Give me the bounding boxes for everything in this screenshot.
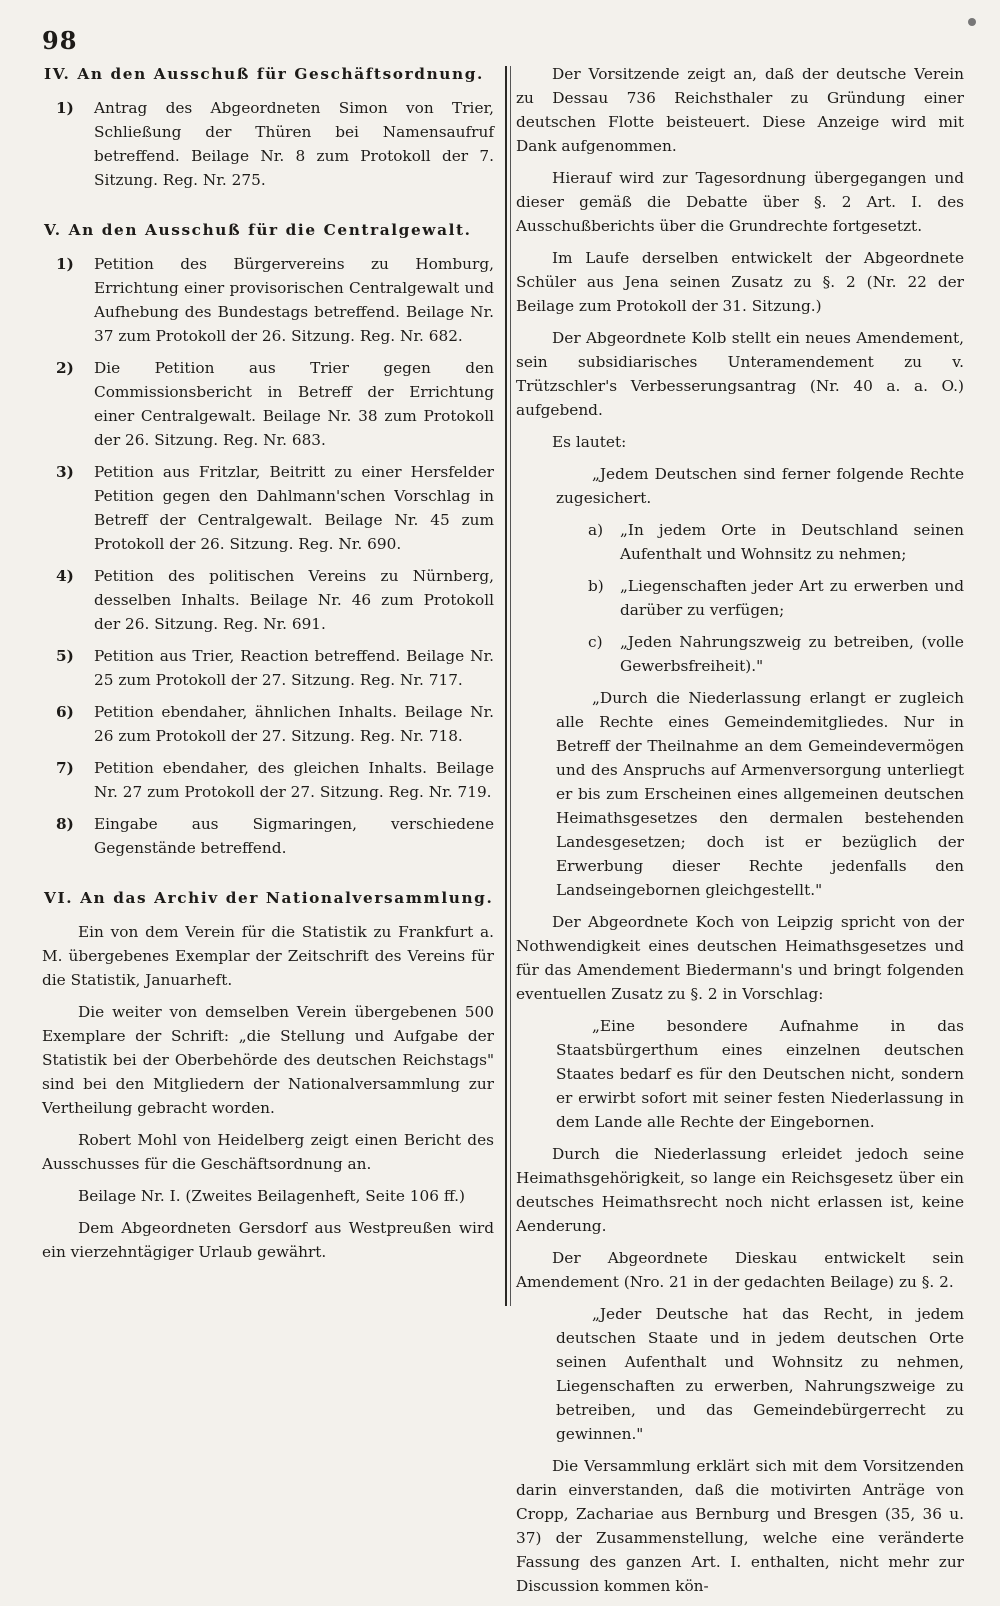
section-vi-heading: VI. An das Archiv der Nationalversammlung. [44, 889, 494, 907]
quoted-amendment: „Durch die Niederlassung erlangt er zugleich alle Rechte eines Gemeindemitgliedes. Nur in Betreff der Theilnahme an dem Gemeindevermögen und des Anspruchs auf Armenversorgung unterliegt er bis zum Erscheinen eines allgemeinen deutschen Heimathsgesetzes den dermalen bestehenden Landesgesetzen; doch ist er bezüglich der Erwerbung dieser Rechte jedenfalls den Landseingebornen gleichgestellt." [556, 689, 964, 899]
sub-item-letter: a) [588, 521, 604, 539]
item-text: Antrag des Abgeordneten Simon von Trier, Schließung der Thüren bei Namensaufruf betreffend. Beilage Nr. 8 zum Protokoll der 7. Sitzung. Reg. Nr. 275. [94, 99, 494, 189]
paragraph: Der Vorsitzende zeigt an, daß der deutsche Verein zu Dessau 736 Reichsthaler zu Gründung einer deutschen Flotte beisteuert. Diese Anzeige wird mit Dank aufgenommen. [516, 65, 964, 155]
item-text: Petition ebendaher, ähnlichen Inhalts. Beilage Nr. 26 zum Protokoll der 27. Sitzung. Reg. Nr. 718. [94, 703, 494, 745]
item-text: Petition des politischen Vereins zu Nürnberg, desselben Inhalts. Beilage Nr. 46 zum Protokoll der 26. Sitzung. Reg. Nr. 691. [94, 567, 494, 633]
section-v-heading: V. An den Ausschuß für die Centralgewalt. [44, 221, 472, 239]
column-rule-thin [510, 66, 511, 1306]
sub-item-text: „Jeden Nahrungszweig zu betreiben, (volle Gewerbsfreiheit)." [620, 633, 964, 675]
item-number: 4) [56, 567, 74, 585]
item-number: 8) [56, 815, 74, 833]
sub-item [516, 574, 964, 622]
list-item [42, 96, 494, 192]
item-number: 2) [56, 359, 74, 377]
list-item [42, 356, 494, 452]
sub-item-letter: b) [588, 577, 604, 595]
item-number: 6) [56, 703, 74, 721]
column-rule [505, 66, 507, 1306]
item-text: Petition aus Fritzlar, Beitritt zu einer Hersfelder Petition gegen den Dahlmann'schen Vorschlag in Betreff der Centralgewalt. Beilage Nr. 45 zum Protokoll der 26. Sitzung. Reg. Nr. 690. [94, 463, 494, 553]
quoted-amendment: „Jedem Deutschen sind ferner folgende Rechte zugesichert. [556, 465, 964, 507]
edge-mark [968, 18, 976, 26]
paragraph: Es lautet: [552, 433, 627, 451]
item-number: 1) [56, 255, 74, 273]
paragraph: Hierauf wird zur Tagesordnung übergegangen und dieser gemäß die Debatte über §. 2 Art. I. des Ausschußberichts über die Grundrechte fortgesetzt. [516, 169, 964, 235]
item-number: 3) [56, 463, 74, 481]
quoted-amendment: „Eine besondere Aufnahme in das Staatsbürgerthum eines einzelnen deutschen Staates bedarf es für den Deutschen nicht, sondern er erwirbt sofort mit seiner festen Niederlassung in dem Lande alle Rechte der Eingebornen. [556, 1017, 964, 1131]
item-text: Petition des Bürgervereins zu Homburg, Errichtung einer provisorischen Centralgewalt und Aufhebung des Bundestags betreffend. Beilage Nr. 37 zum Protokoll der 26. Sitzung. Reg. Nr. 682. [94, 255, 494, 345]
paragraph: Der Abgeordnete Dieskau entwickelt sein Amendement (Nro. 21 in der gedachten Beilage) zu §. 2. [516, 1249, 964, 1291]
item-text: Eingabe aus Sigmaringen, verschiedene Gegenstände betreffend. [94, 815, 494, 857]
list-item [42, 700, 494, 748]
paragraph: Beilage Nr. I. (Zweites Beilagenheft, Seite 106 ff.) [78, 1187, 465, 1205]
item-number: 7) [56, 759, 74, 777]
list-item [42, 564, 494, 636]
item-text: Petition aus Trier, Reaction betreffend. Beilage Nr. 25 zum Protokoll der 27. Sitzung. Reg. Nr. 717. [94, 647, 494, 689]
item-text: Petition ebendaher, des gleichen Inhalts. Beilage Nr. 27 zum Protokoll der 27. Sitzung. Reg. Nr. 719. [94, 759, 494, 801]
paragraph: Die weiter von demselben Verein übergebenen 500 Exemplare der Schrift: „die Stellung und Aufgabe der Statistik bei der Oberbehörde des deutschen Reichstags" sind bei den Mitgliedern der Nationalversammlung zur Vertheilung gebracht worden. [42, 1003, 494, 1117]
paragraph: Ein von dem Verein für die Statistik zu Frankfurt a. M. übergebenes Exemplar der Zeitschrift des Vereins für die Statistik, Januarheft. [42, 923, 494, 989]
paragraph: Der Abgeordnete Kolb stellt ein neues Amendement, sein subsidiarisches Unteramendement zu v. Trützschler's Verbesserungsantrag (Nr. 40 a. a. O.) aufgebend. [516, 329, 964, 419]
paragraph: Durch die Niederlassung erleidet jedoch seine Heimathsgehörigkeit, so lange ein Reichsgesetz über ein deutsches Heimathsrecht noch nicht erlassen ist, keine Aenderung. [516, 1145, 964, 1235]
section-iv-heading: IV. An den Ausschuß für Geschäftsordnung. [44, 65, 484, 83]
sub-item [516, 630, 964, 678]
paragraph: Im Laufe derselben entwickelt der Abgeordnete Schüler aus Jena seinen Zusatz zu §. 2 (Nr. 22 der Beilage zum Protokoll der 31. Sitzung.) [516, 249, 964, 315]
paragraph: Dem Abgeordneten Gersdorf aus Westpreußen wird ein vierzehntägiger Urlaub gewährt. [42, 1219, 494, 1261]
list-item [42, 756, 494, 804]
paragraph: Robert Mohl von Heidelberg zeigt einen Bericht des Ausschusses für die Geschäftsordnung an. [42, 1131, 494, 1173]
list-item [42, 252, 494, 348]
left-column [42, 62, 494, 1272]
quoted-amendment: „Jeder Deutsche hat das Recht, in jedem deutschen Staate und in jedem deutschen Orte seinen Aufenthalt und Wohnsitz zu nehmen, Liegenschaften zu erwerben, Nahrungszweige zu betreiben, und das Gemeindebürgerrecht zu gewinnen." [556, 1305, 964, 1443]
item-number: 1) [56, 99, 74, 117]
list-item [42, 812, 494, 860]
sub-item [516, 518, 964, 566]
sub-item-letter: c) [588, 633, 603, 651]
sub-item-text: „In jedem Orte in Deutschland seinen Aufenthalt und Wohnsitz zu nehmen; [620, 521, 964, 563]
right-column [516, 62, 964, 1606]
sub-item-text: „Liegenschaften jeder Art zu erwerben und darüber zu verfügen; [620, 577, 964, 619]
item-text: Die Petition aus Trier gegen den Commissionsbericht in Betreff der Errichtung einer Centralgewalt. Beilage Nr. 38 zum Protokoll der 26. Sitzung. Reg. Nr. 683. [94, 359, 494, 449]
page-number: 98 [42, 26, 78, 55]
list-item [42, 644, 494, 692]
list-item [42, 460, 494, 556]
paragraph: Der Abgeordnete Koch von Leipzig spricht von der Nothwendigkeit eines deutschen Heimathsgesetzes und für das Amendement Biedermann's und bringt folgenden eventuellen Zusatz zu §. 2 in Vorschlag: [516, 913, 964, 1003]
paragraph: Die Versammlung erklärt sich mit dem Vorsitzenden darin einverstanden, daß die motivirten Anträge von Cropp, Zachariae aus Bernburg und Bresgen (35, 36 u. 37) der Zusammenstellung, welche eine veränderte Fassung des ganzen Art. I. enthalten, nicht mehr zur Discussion kommen kön- [516, 1457, 964, 1595]
item-number: 5) [56, 647, 74, 665]
